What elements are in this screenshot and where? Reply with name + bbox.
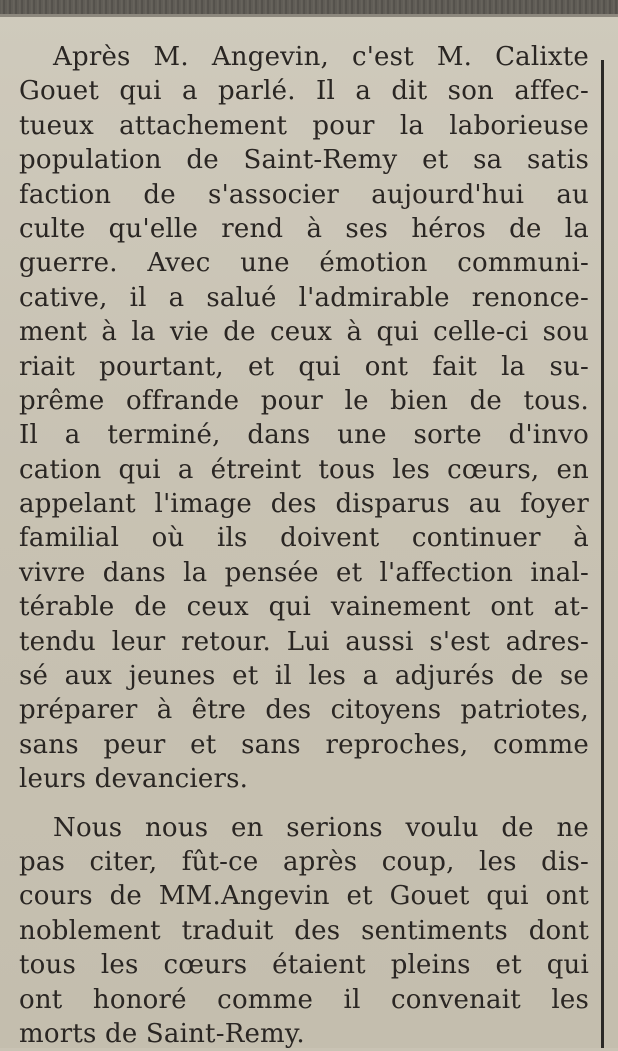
paragraph-1 xyxy=(19,40,589,797)
column-divider-rule xyxy=(601,60,604,1048)
text-line: ment à la vie de ceux à qui celle-ci sou xyxy=(19,317,589,348)
text-line: Nous nous en serions voulu de ne xyxy=(53,812,589,843)
text-line: faction de s'associer aujourd'hui au xyxy=(19,179,589,210)
text-line: familial où ils doivent continuer à xyxy=(19,523,589,554)
text-line: guerre. Avec une émotion communi- xyxy=(19,248,589,279)
text-line: culte qu'elle rend à ses héros de la xyxy=(19,213,589,244)
top-border-edge xyxy=(0,14,618,17)
text-line: cours de MM.Angevin et Gouet qui ont xyxy=(19,881,589,912)
text-line: ont honoré comme il convenait les xyxy=(19,984,589,1015)
text-line: prême offrande pour le bien de tous. xyxy=(19,385,589,416)
text-line: cation qui a étreint tous les cœurs, en xyxy=(19,454,589,485)
text-line: tueux attachement pour la laborieuse xyxy=(19,110,589,141)
paragraph-2 xyxy=(19,811,589,1051)
text-line: térable de ceux qui vainement ont at- xyxy=(19,592,589,623)
text-line: Après M. Angevin, c'est M. Calixte xyxy=(53,42,589,72)
text-line: riait pourtant, et qui ont fait la su- xyxy=(19,351,589,382)
text-line: tous les cœurs étaient pleins et qui xyxy=(19,950,589,981)
text-line: préparer à être des citoyens patriotes, xyxy=(19,695,589,726)
text-line: pas citer, fût-ce après coup, les dis- xyxy=(19,846,589,877)
text-line: Il a terminé, dans une sorte d'invo xyxy=(19,420,589,451)
text-line: cative, il a salué l'admirable renonce- xyxy=(19,282,589,313)
text-line: sé aux jeunes et il les a adjurés de se xyxy=(19,661,589,692)
text-line: population de Saint-Remy et sa satis xyxy=(19,145,589,176)
text-line: noblement traduit des sentiments dont xyxy=(19,915,589,946)
text-line: vivre dans la pensée et l'affection inal- xyxy=(19,557,589,588)
text-line: leurs devanciers. xyxy=(19,764,249,795)
article-body xyxy=(19,40,589,1051)
text-line: sans peur et sans reproches, comme xyxy=(19,729,589,760)
top-border-rule xyxy=(0,0,618,14)
text-line: tendu leur retour. Lui aussi s'est adres- xyxy=(19,626,589,657)
text-line: morts de Saint-Remy. xyxy=(19,1018,305,1049)
text-line: appelant l'image des disparus au foyer xyxy=(19,489,589,520)
text-line: Gouet qui a parlé. Il a dit son affec- xyxy=(19,76,589,107)
